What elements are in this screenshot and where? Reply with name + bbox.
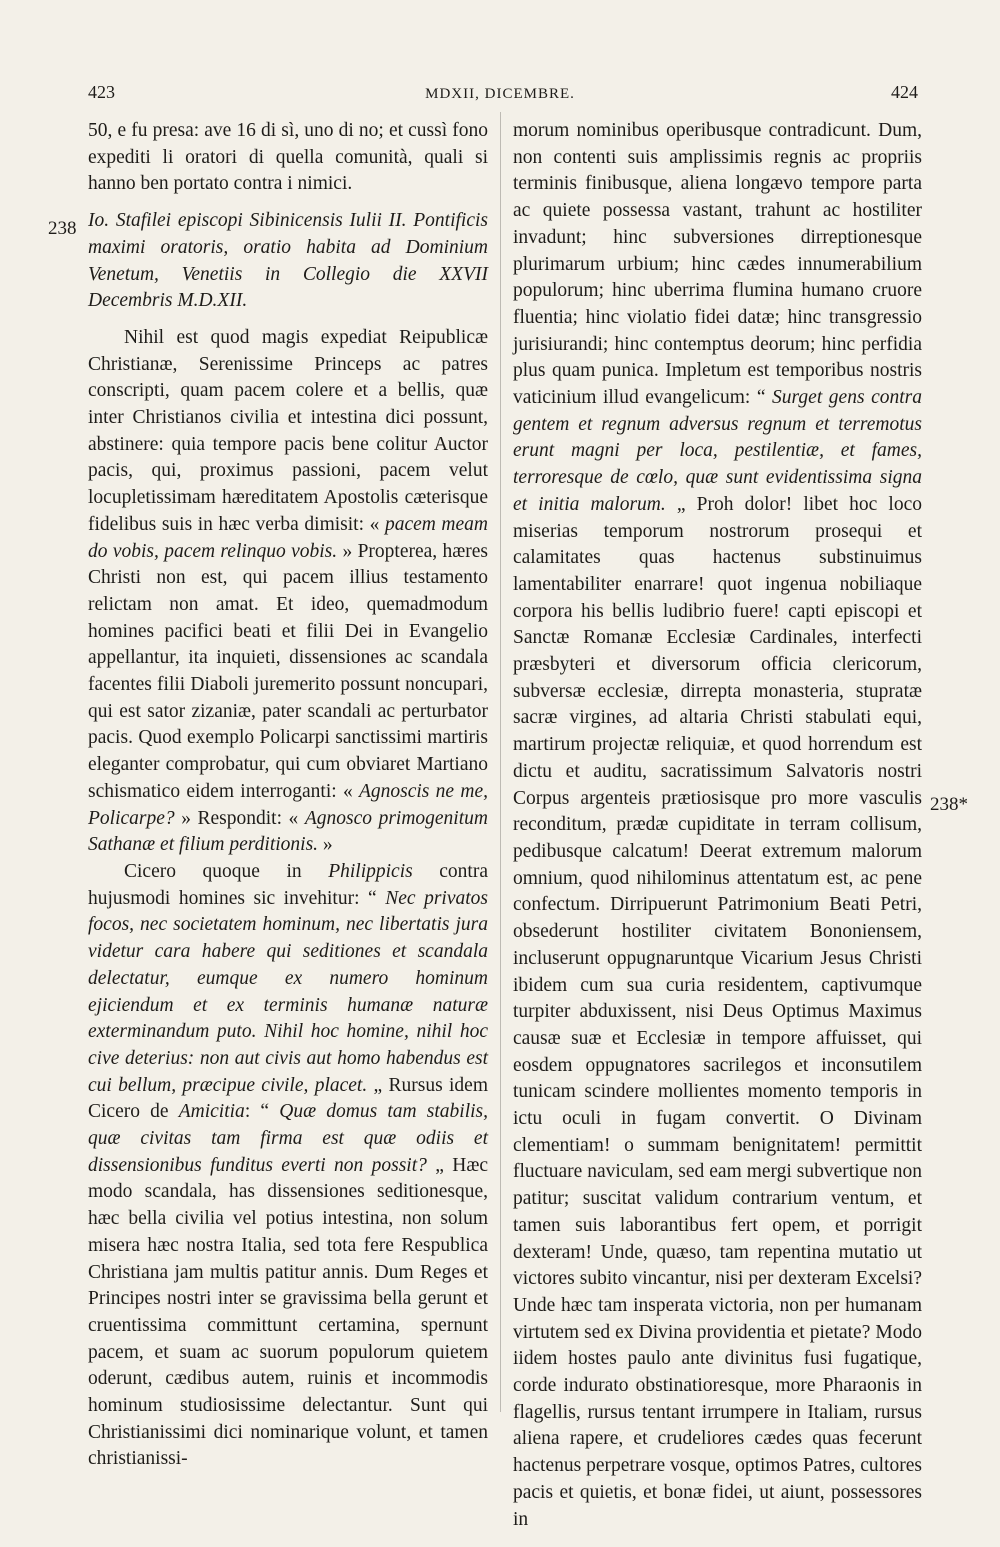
text-run: „ Rursus idem Cicero de xyxy=(88,1074,488,1123)
oration-paragraph-2 xyxy=(88,859,488,1473)
quote-italic: Surget gens contra gentem et regnum adversus regnum et terremotus erunt magni per loca, pestilentiæ, et fames, terroresque de cœlo, quæ sunt evidentissima signa et initia malorum. xyxy=(513,387,922,515)
left-page-number: 423 xyxy=(88,82,115,102)
quote-italic: Philippicis xyxy=(328,860,413,882)
oration-heading: Io. Stafilei episcopi Sibinicensis Iulii II. Pontificis maximi oratoris, oratio habita ad Dominium Venetum, Venetiis in Collegio die XXVII Decembris M.D.XII. xyxy=(88,210,488,312)
text-run: „ Proh dolor! libet hoc loco miserias temporum nostrorum prosequi et calamitates quas hactenus substinuimus lamentabiliter enarrare! quot ingenua nobiliaque corpora his bellis ludibrio fuere! capti episcopi et Sanctæ Romanæ Ecclesiæ Cardinales, interfecti præsbyteri et diversorum officia clericorum, subversæ ecclesiæ, dirrepta monasteria, stupratæ sacræ virgines, ad altaria Christi stabulati equi, martirum projectæ reliquiæ, et quod horrendum est dictu et auditu, sacratissimum Salvatoris nostri Corpus argenteis prætiosisque pro more vasculis reconditum, prædæ cupiditate in terram collisum, pedibusque calcatum! Deerat extremum malorum omnium, quod nihilominus attentatum est, ac pene confectum. Dirripuerunt Patrimonium Beati Petri, obsederunt hostiliter civitatem Bononiensem, incluserunt oppugnaruntque Vicarium Jesus Christi ibidem cum sua curia residentem, captivumque turpiter abduxissent, nisi Deus Optimus Maximus causæ suæ et Ecclesiæ in tempore affuisset, qui eosdem oppugnatores sacrilegos et inconsutilem tunicam scindere mollientes momento temporis in ictu oculi in fugam convertit. O Divinam clementiam! o summam benignitatem! permittit fluctuare naviculam, sed eam mergi subvertique non patitur; suscitat validum contrarium ventum, et tamen suis laborantibus fert opem, et porrigit dexteram! Unde, quæso, tam repentina mutatio ut victores subito vincantur, nisi per dexteram Excelsi? Unde hæc tam insperata victoria, non per humanam virtutem sed ex Divina providentia et pietate? Modo iidem hostes paulo ante divinitus fusi fugatique, corde indurato obstinatioresque, more Pharaonis in flagellis, rursus tentant irrumpere in Italiam, rursus aliena rapere, et crudeliores cædes quas fecerunt hactenus perpetrare vosque, optimos Patres, cultores pacis et quietis, et bonæ fidei, ut aiunt, possessores in xyxy=(513,493,922,1530)
intro-paragraph: 50, e fu presa: ave 16 di sì, uno di no; et cussì fono expediti li oratori di quella comunità, quali si hanno ben portato contra i nimici. xyxy=(88,120,488,195)
oration-paragraph-1 xyxy=(88,325,488,859)
quote-italic: Agnosco primogenitum Sathanæ et filium perditionis. xyxy=(88,807,488,856)
right-page-number: 424 xyxy=(891,82,918,102)
text-run: » Propterea, hæres Christi non est, qui pacem illius testamento relictam non amat. Et ideo, quemadmodum homines pacifici beati et filii Dei in Evangelio appellantur, ita inquieti, dissensiones ac scandala facentes filii Diaboli juremerito possunt noncupari, qui est sator zizaniæ, pater scandali ac perturbator pacis. Quod exemplo Policarpi sanctissimi martiris eleganter comprobatur, qui cum obviaret Martiano schismatico eidem interroganti: « xyxy=(88,540,488,802)
text-run: : “ xyxy=(244,1101,280,1123)
quote-italic: pacem meam do vobis, pacem relinquo vobis. xyxy=(88,513,488,562)
text-run: Cicero quoque in xyxy=(124,860,329,882)
text-run: contra hujusmodi homines sic invehitur: “ xyxy=(88,860,488,909)
running-title: MDXII, DICEMBRE. xyxy=(425,86,575,102)
margin-number-right: 238* xyxy=(930,794,968,815)
right-column xyxy=(513,118,922,1533)
column-divider xyxy=(500,112,501,1412)
text-run: » Respondit: « xyxy=(174,807,305,829)
quote-italic: Quæ domus tam stabilis, quæ civitas tam firma est quæ odiis et dissensionibus funditus everti non possit? xyxy=(88,1101,488,1176)
left-column xyxy=(88,118,488,1473)
continuation-paragraph xyxy=(513,118,922,1533)
text-run: » xyxy=(318,834,333,856)
text-run: „ Hæc modo scandala, has dissensiones seditionesque, hæc bella civilia vel potius intestina, non solum misera hæc nostra Italia, sed tota fere Respublica Christiana jam multis patitur annis. Dum Reges et Principes nostri inter se gravissima bella gerunt et cruentissima committunt certamina, spernunt pacem, et suam ac suorum populorum quietem oderunt, cædibus autem, ruinis et incommodis hominum studiosissime delectantur. Sunt qui Christianissimi dici nominarique volunt, et tamen christianissi- xyxy=(88,1154,488,1470)
margin-number-left: 238 xyxy=(48,218,77,239)
quote-italic: Nec privatos focos, nec societatem hominum, nec libertatis jura videtur cara habere qui seditiones et scandala delectatur, eumque ex numero hominum ejiciendum et ex terminis humanæ naturæ exterminandum puto. Nihil hoc homine, nihil hoc cive deterius: non aut civis aut homo habendus est cui bellum, præcipue civile, placet. xyxy=(88,887,489,1096)
quote-italic: Agnoscis ne me, Policarpe? xyxy=(88,780,488,829)
quote-italic: Amicitia xyxy=(178,1101,245,1123)
text-run: Nihil est quod magis expediat Reipublicæ Christianæ, Serenissime Princeps ac patres conscripti, quam pacem colere et a bellis, quæ inter Christianos civilia et intestina dici possunt, abstinere: quia tempore pacis bene colitur Auctor pacis, qui, proximus passioni, pacem velut locupletissimam hæreditatem Apostolis cæterisque fidelibus suis in hæc verba dimisit: « xyxy=(88,326,488,535)
text-run: morum nominibus operibusque contradicunt. Dum, non contenti suis amplissimis regnis ac propriis terminis finibusque, aliena longævo tempore parta ac quiete possessa vastant, trahunt ac hostiliter invadunt; hinc subversiones dirreptionesque plurimarum urbium; hinc cædes innumerabilium populorum; hinc uberrima flumina humano cruore fluentia; hinc violatio fidei datæ; hinc transgressio jurisiurandi; hinc contemptus deorum; hinc perfidia plus quam punica. Impletum est temporibus nostris vaticinium illud evangelicum: “ xyxy=(513,120,922,409)
